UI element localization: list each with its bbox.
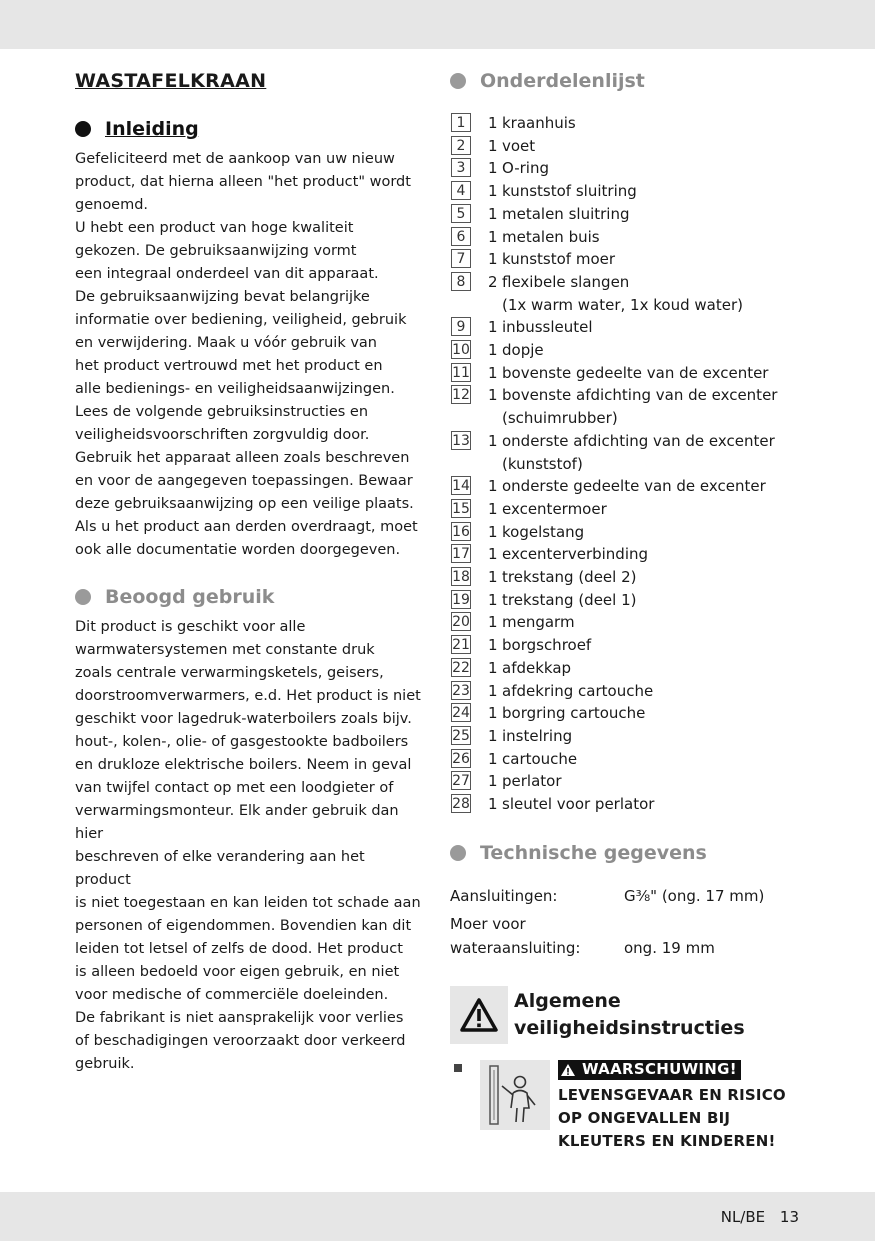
parts-list-item [450,589,800,612]
part-number-box: 8 [451,272,471,291]
intended-use-heading-label: Beoogd gebruik [105,586,275,608]
part-number-box: 19 [452,591,470,608]
tech-table [450,884,800,960]
part-description: voet [502,136,536,155]
part-description: onderste gedeelte van de excenter [502,477,766,496]
part-number-box: 12 [452,387,470,404]
intro-heading-label: Inleiding [105,118,199,140]
page-number: 13 [779,1208,799,1226]
parts-list-item [450,657,800,680]
parts-list-item [450,770,800,793]
right-column [450,70,800,1153]
tech-value: G⅜" (ong. 17 mm) [624,886,765,905]
part-description: inbussleutel [502,318,593,337]
part-description: kunststof moer [502,250,616,269]
part-number-box: 11 [452,364,470,381]
part-quantity: 1 [488,590,498,609]
parts-list-item [450,316,800,339]
parts-list-item [450,339,800,362]
tech-row [450,884,800,908]
parts-list-item [450,725,800,748]
part-description: metalen buis [502,227,600,246]
parts-list-item [450,157,800,180]
part-quantity: 1 [488,204,498,223]
part-quantity: 1 [488,681,498,700]
part-description: metalen sluitring [502,204,630,223]
part-number-box: 2 [451,136,471,155]
part-number-box: 1 [451,113,471,132]
parts-list-item [450,271,800,316]
part-description: afdekring cartouche [502,681,654,700]
part-number-box: 27 [452,773,470,790]
part-number-box: 13 [452,432,470,449]
part-number-box: 21 [452,637,470,654]
part-description: trekstang (deel 1) [502,590,637,609]
part-number-box: 5 [451,204,471,223]
part-description: perlator [502,772,562,791]
part-quantity: 1 [488,341,498,360]
part-quantity: 1 [488,658,498,677]
intro-heading [75,118,425,140]
part-number-box: 14 [452,478,470,495]
part-quantity: 1 [488,182,498,201]
tech-row [450,912,800,960]
part-quantity: 1 [488,477,498,496]
tech-heading [450,842,800,864]
child-hazard-icon [480,1060,550,1130]
part-number-box: 4 [451,181,471,200]
part-description: borgring cartouche [502,704,646,723]
part-quantity: 1 [488,795,498,814]
part-description: instelring [502,726,573,745]
parts-list-item [450,566,800,589]
bullet-icon [75,589,91,605]
warning-label-text: WAARSCHUWING! [582,1060,737,1079]
part-quantity: 1 [488,522,498,541]
part-number-box: 7 [451,249,471,268]
parts-heading-label: Onderdelenlijst [480,70,645,92]
parts-list-item [450,702,800,725]
part-description: cartouche [502,749,578,768]
part-quantity: 1 [488,749,498,768]
part-number-box: 26 [452,750,470,767]
part-quantity: 1 [488,386,498,405]
page-footer [711,1208,799,1226]
left-column [75,70,425,1076]
part-description: afdekkap [502,658,572,677]
top-band [0,0,875,49]
bullet-icon [450,73,466,89]
part-number-box: 25 [452,727,470,744]
intended-use-text: Dit product is geschikt voor alle warmwatersystemen met constante druk zoals centrale verwarmingsketels, geisers, doorstroomverwarmers, e.d. Het product is niet geschikt voor lagedruk-waterboilers zoals bijv. hout-, kolen-, olie- of gasgestookte badboilers en drukloze elektrische boilers. Neem in geval van twijfel contact op met een loodgieter of verwarmingsmonteur. Elk ander gebruik dan hier beschreven of elke verandering aan het product is niet toegestaan en kan leiden tot schade aan personen of eigendommen. Bovendien kan dit leiden tot letsel of zelfs de dood. Het product is alleen bedoeld voor eigen gebruik, en niet voor medische of commerciële doeleinden. De fabrikant is niet aansprakelijk voor verlies of beschadigingen veroorzaakt door verkeerd gebruik. [75,619,421,1072]
intro-text: Gefeliciteerd met de aankoop van uw nieuw product, dat hierna alleen "het product" wordt genoemd. U hebt een product van hoge kwaliteit gekozen. De gebruiksaanwijzing vormt een integraal onderdeel van dit apparaat. De gebruiksaanwijzing bevat belangrijke informatie over bediening, veiligheid, gebruik en verwijdering. Maak u vóór gebruik van het product vertrouwd met het product en alle bedienings- en veiligheidsaanwijzingen. Lees de volgende gebruiksinstructies en veiligheidsvoorschriften zorgvuldig door. Gebruik het apparaat alleen zoals beschreven en voor de aangegeven toepassingen. Bewaar deze gebruiksaanwijzing op een veilige plaats. Als u het product aan derden overdraagt, moet ook alle documentatie worden doorgegeven. [75,151,418,558]
part-description: excentermoer [502,499,607,518]
part-number-box: 17 [452,546,470,563]
warning-block [450,1060,800,1153]
parts-list-item [450,135,800,158]
parts-list-item [450,475,800,498]
part-quantity: 1 [488,363,498,382]
part-quantity: 1 [488,227,498,246]
parts-list-item [450,226,800,249]
parts-list-item [450,248,800,271]
part-number-box: 15 [452,500,470,517]
bullet-icon [75,121,91,137]
parts-list-item [450,384,800,429]
part-quantity: 1 [488,726,498,745]
bullet-icon [450,845,466,861]
parts-list-item [450,521,800,544]
part-number-box: 9 [451,317,471,336]
parts-list-item [450,793,800,816]
part-number-box: 6 [451,227,471,246]
part-quantity: 1 [488,636,498,655]
intended-use-heading [75,586,425,608]
parts-list-item [450,112,800,135]
part-quantity: 1 [488,136,498,155]
part-description: onderste afdichting van de excenter (kunststof) [502,431,775,473]
part-description: dopje [502,341,544,360]
part-number-box: 20 [452,614,470,631]
parts-heading [450,70,800,92]
part-description: flexibele slangen (1x warm water, 1x koud water) [502,272,743,314]
part-description: O-ring [502,159,549,178]
part-number-box: 16 [452,523,470,540]
footer-language: NL/BE [720,1208,766,1226]
part-quantity: 1 [488,772,498,791]
parts-list-item [450,430,800,475]
part-quantity: 1 [488,568,498,587]
part-quantity: 1 [488,704,498,723]
parts-list-item [450,680,800,703]
warning-small-icon [560,1063,576,1077]
part-quantity: 1 [488,499,498,518]
tech-key: Moer voor wateraansluiting: [450,914,581,957]
part-number-box: 23 [452,682,470,699]
part-number-box: 28 [452,796,470,813]
part-quantity: 1 [488,114,498,132]
part-description: mengarm [502,613,575,632]
parts-list [450,112,800,816]
part-number-box: 10 [452,342,470,359]
part-description: excenterverbinding [502,545,649,564]
warning-triangle-icon [450,986,508,1044]
part-quantity: 1 [488,318,498,337]
part-number-box: 3 [451,158,471,177]
part-quantity: 1 [488,613,498,632]
parts-list-item [450,180,800,203]
tech-key: Aansluitingen: [450,886,558,905]
warning-body: LEVENSGEVAAR EN RISICO OP ONGEVALLEN BIJ KLEUTERS EN KINDEREN! [558,1085,786,1150]
part-description: kogelstang [502,522,585,541]
part-quantity: 1 [488,159,498,178]
parts-list-item [450,543,800,566]
part-number-box: 24 [452,705,470,722]
document-title: WASTAFELKRAAN [75,70,267,92]
part-number-box: 18 [452,569,470,586]
part-description: bovenste gedeelte van de excenter [502,363,769,382]
part-description: borgschroef [502,636,592,655]
square-bullet-icon [454,1064,462,1072]
parts-list-item [450,362,800,385]
safety-heading-label: Algemene veiligheidsinstructies [514,989,745,1039]
parts-list-item [450,748,800,771]
part-number-box: 22 [452,659,470,676]
part-description: kunststof sluitring [502,182,637,201]
safety-heading [450,986,800,1044]
part-quantity: 1 [488,431,498,450]
warning-label [558,1060,741,1080]
part-description: sleutel voor perlator [502,795,655,814]
part-description: trekstang (deel 2) [502,568,637,587]
parts-list-item [450,634,800,657]
part-quantity: 1 [488,250,498,269]
part-quantity: 1 [488,545,498,564]
parts-list-item [450,203,800,226]
warning-text-group [558,1060,786,1153]
part-quantity: 2 [488,272,498,291]
parts-list-item [450,611,800,634]
part-description: bovenste afdichting van de excenter (schuimrubber) [502,386,778,428]
tech-heading-label: Technische gegevens [480,841,707,864]
part-description: kraanhuis [502,114,576,132]
parts-list-item [450,498,800,521]
tech-value: ong. 19 mm [624,938,715,957]
